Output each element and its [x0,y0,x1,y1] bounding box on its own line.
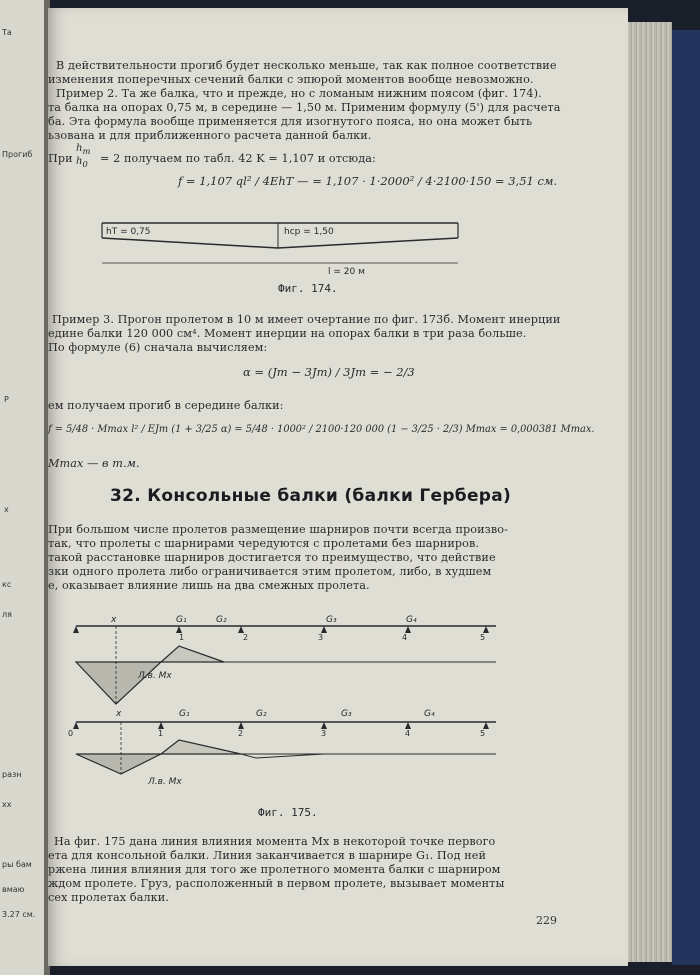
ratio-fraction: $h_m$ $h_0$ [76,143,91,169]
text-line: По формуле (6) сначала вычисляем: [48,341,268,354]
fig175-top-node: 1 [179,633,185,642]
text-line: В действительности прогиб будет несколько меньше, так как полное соответствие [56,59,557,72]
page-number: 229 [536,914,557,927]
page-edges [624,22,672,962]
figure-175-caption: Фиг. 175. [258,806,318,819]
fig175-top-moment: Л.в. Mx [138,671,172,681]
fig175-bottom-label: x [116,709,122,719]
prev-page-fragment: 3.27 см. [2,910,36,919]
fig175-bottom-node: 0 [68,729,74,738]
prev-page-fragment: ля [2,610,12,619]
figure-175 [66,604,502,804]
text-line: На фиг. 175 дана линия влияния момента Mx в некоторой точке первого [54,835,496,848]
fig175-bottom-label: G₂ [256,709,267,719]
ratio-line: = 2 получаем по табл. 42 K = 1,107 и отсюда: [100,152,376,165]
text-line: так, что пролеты с шарнирами чередуются с пролетами без шарниров. [48,537,480,550]
text-line: ета для консольной балки. Линия заканчивается в шарнире G₁. Под ней [48,849,487,862]
fig174-mid-label: hcp = 1,50 [284,227,334,237]
fig175-top-label: G₃ [326,615,337,625]
fig175-top-node: 5 [480,633,486,642]
fig175-bottom-label: G₄ [424,709,435,719]
prev-page-fragment: Прогиб [2,150,33,159]
ratio-prefix: При [48,152,73,165]
book-cover [672,30,700,965]
text-line: та балка на опорах 0,75 м, в середине — 1,50 м. Применим формулу (5') для расчета [48,101,561,114]
formula-deflection-2: f = 5/48 · Mmax l² / EJm (1 + 3/25 α) = 5/48 · 1000² / 2100·120 000 (1 − 3/25 · 2/3) Mmax = 0,000381 Mmax. [48,424,595,435]
prev-page-fragment: Та [2,28,12,37]
text-line: е, оказывает влияние лишь на два смежных пролета. [48,579,370,592]
formula-deflection-1: f = 1,107 ql² / 4EhT — = 1,107 · 1·2000² / 4·2100·150 = 3,51 см. [178,174,558,188]
text-line: зки одного пролета либо ограничивается этим пролетом, либо, в худшем [48,565,492,578]
prev-page-fragment: ры бам [2,860,32,869]
text-line: Пример 3. Прогон пролетом в 10 м имеет очертание по фиг. 173б. Момент инерции [52,313,561,326]
previous-page-edge [0,0,46,975]
prev-page-fragment: разн [2,770,22,779]
section-heading: 32. Консольные балки (балки Гербера) [110,486,512,506]
units-note: Mmax — в т.м. [48,457,140,470]
fig175-top-label: x [111,615,117,625]
text-line: ждом пролете. Груз, расположенный в первом пролете, вызывает моменты [48,877,505,890]
fig175-bottom-node: 5 [480,729,486,738]
fig175-bottom-label: G₃ [341,709,352,719]
fig174-left-label: hT = 0,75 [106,227,151,237]
text-line: едине балки 120 000 см⁴. Момент инерции на опорах балки в три раза больше. [48,327,527,340]
fig174-span-label: l = 20 м [328,267,365,277]
prev-page-fragment: кс [2,580,12,589]
prev-page-fragment: x [4,505,9,514]
book-page [48,8,628,966]
fig175-top-node: 3 [318,633,324,642]
text-line: изменения поперечных сечений балки с эпюрой моментов вообще невозможно. [48,73,534,86]
fig175-bottom-node: 3 [321,729,327,738]
text-line: ржена линия влияния для того же пролетного момента балки с шарниром [48,863,501,876]
fig175-bottom-node: 4 [405,729,411,738]
fig175-top-label: G₂ [216,615,227,625]
fig175-bottom-node: 1 [158,729,164,738]
text-line: При большом числе пролетов размещение шарниров почти всегда произво- [48,523,508,536]
fig175-top-label: G₄ [406,615,417,625]
fig175-bottom-moment: Л.в. Mx [148,777,182,787]
figure-174-caption: Фиг. 174. [278,282,338,295]
text-line: ба. Эта формула вообще применяется для изогнутого пояса, но она может быть [48,115,533,128]
fig175-top-node: 4 [402,633,408,642]
text-line: сех пролетах балки. [48,891,169,904]
fig175-top-node: 2 [243,633,249,642]
formula-alpha: α = (Jm − 3Jm) / 3Jm = − 2/3 [243,365,415,379]
fig175-top-label: G₁ [176,615,187,625]
prev-page-fragment: P [4,395,9,404]
fig175-bottom-label: G₁ [179,709,190,719]
prev-page-fragment: хх [2,800,12,809]
figure-174 [98,208,468,278]
text-line: ьзована и для приближенного расчета данной балки. [48,129,372,142]
text-line: ем получаем прогиб в середине балки: [48,399,284,412]
text-line: такой расстановке шарниров достигается то преимущество, что действие [48,551,496,564]
fig175-bottom-node: 2 [238,729,244,738]
prev-page-fragment: вмаю [2,885,25,894]
text-line: Пример 2. Та же балка, что и прежде, но с ломаным нижним поясом (фиг. 174). [56,87,542,100]
